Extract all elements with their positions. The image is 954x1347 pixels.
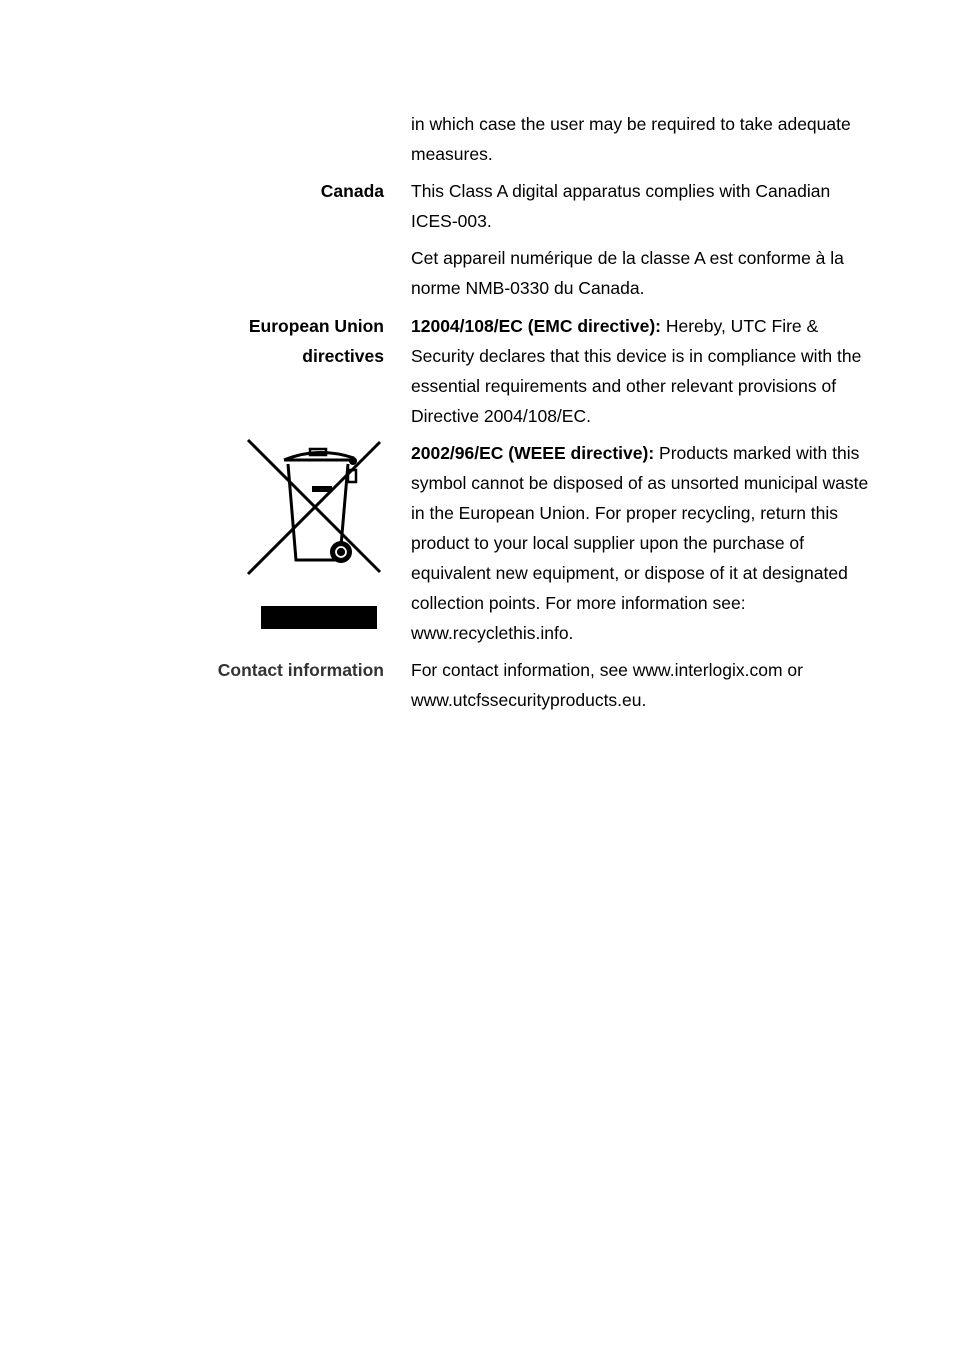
- weee-heading: 2002/96/EC (WEEE directive):: [411, 443, 655, 463]
- eu-section: [411, 311, 881, 648]
- canada-section: [411, 176, 881, 303]
- eu-label-line1: European Union: [248, 316, 384, 336]
- intro-paragraph: [411, 109, 881, 169]
- weee-paragraph: [411, 438, 881, 648]
- canada-paragraph-fr: Cet appareil numérique de la classe A est conforme à la norme NMB-0330 du Canada.: [411, 248, 844, 298]
- contact-label: Contact information: [217, 660, 384, 680]
- canada-paragraph-en: This Class A digital apparatus complies with Canadian ICES-003.: [411, 181, 831, 231]
- emc-paragraph: [411, 311, 881, 431]
- weee-black-bar: [261, 606, 377, 629]
- crossed-out-wheelie-bin-icon: [244, 436, 384, 581]
- canada-label: Canada: [320, 181, 384, 201]
- intro-text: in which case the user may be required to take adequate measures.: [411, 114, 851, 164]
- eu-directives-label: [184, 311, 384, 371]
- contact-text: For contact information, see www.interlogix.com or www.utcfssecurityproducts.eu.: [411, 660, 803, 710]
- weee-text: Products marked with this symbol cannot be disposed of as unsorted municipal waste in the European Union. For proper recycling, return this product to your local supplier upon the purchase of equivalent new equipment, or dispose of it at designated collection points. For more information see: www.recyclethis.info.: [411, 443, 869, 643]
- emc-text: Hereby, UTC Fire & Security declares that this device is in compliance with the essential requirements and other relevant provisions of Directive 2004/108/EC.: [411, 316, 862, 426]
- eu-label-line2: directives: [302, 346, 384, 366]
- contact-section: [411, 655, 881, 715]
- emc-heading: 12004/108/EC (EMC directive):: [411, 316, 661, 336]
